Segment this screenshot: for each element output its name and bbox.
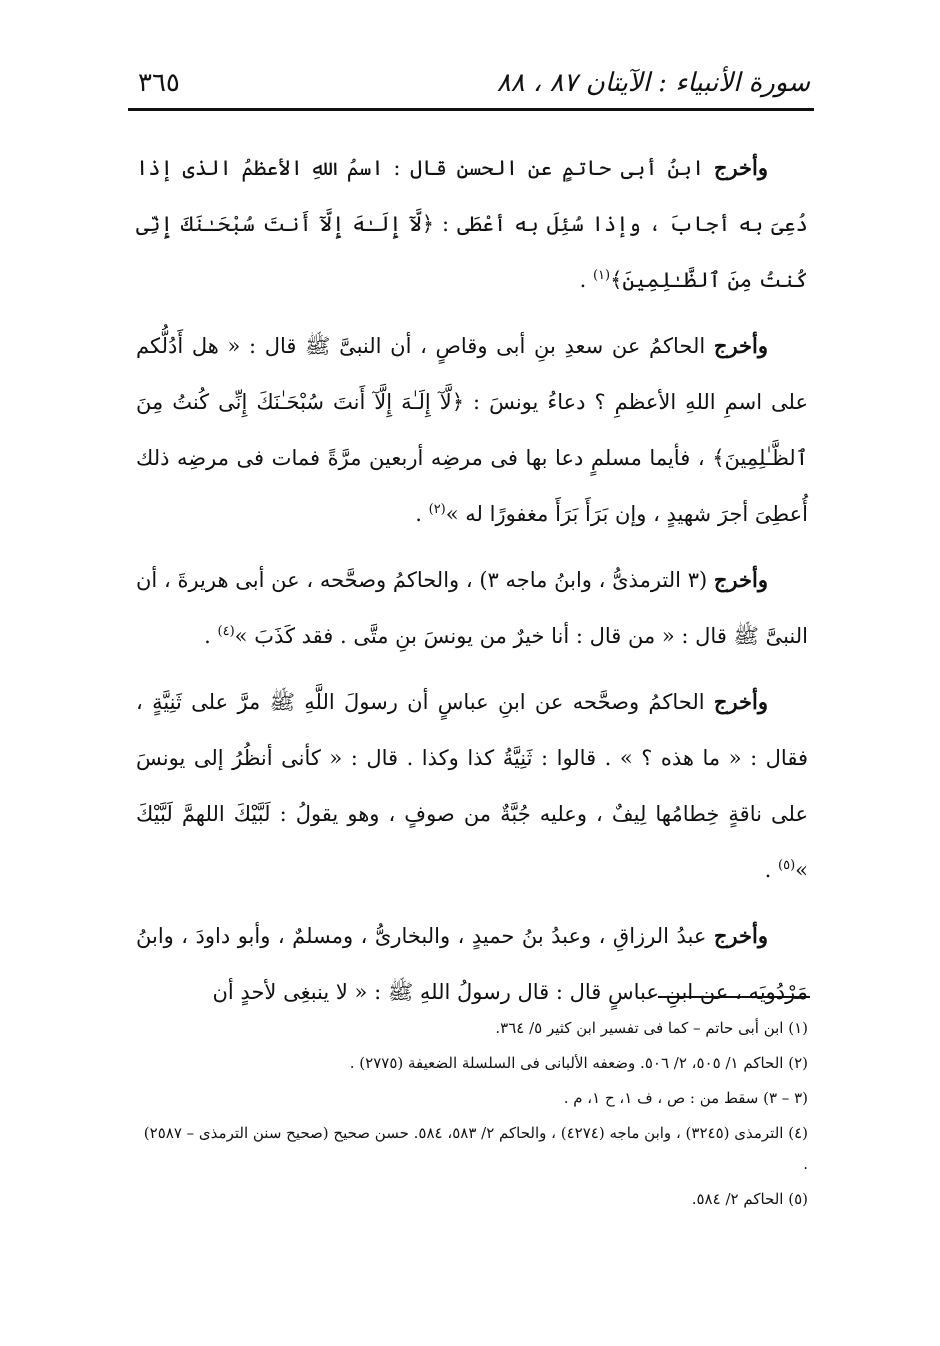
paragraph-lead: وأخرج: [713, 567, 768, 592]
footnote-mark: (٤): [217, 624, 235, 639]
footnote-2: (٢) الحاكم ١/ ٥٠٥، ٢/ ٥٠٦. وضعفه الألبانى فى السلسلة الضعيفة (٢٧٧٥) .: [349, 1054, 808, 1072]
footnote-mark: (١): [592, 268, 611, 283]
paragraph-3: [136, 552, 808, 664]
main-text: [136, 140, 808, 1030]
paragraph-tail: .: [579, 268, 593, 292]
paragraph-text: ابنُ أبى حاتمٍ عن الحسنِ قال : اسمُ اللهِ الأعظمُ الذى إذا دُعِىَ به أجابَ ، وإذا سُئِلَ به أعْطَى : ﴿لَّآ إِلَـٰهَ إِلَّآ أَنتَ سُبْحَـٰنَكَ إِنِّى كُنتُ مِنَ ٱلظَّـٰلِمِينَ﴾: [136, 156, 808, 292]
paragraph-lead: وأخرج: [713, 155, 768, 180]
paragraph-5: [136, 908, 808, 1020]
footnote-mark: (٥): [778, 858, 796, 873]
paragraph-lead: وأخرج: [713, 923, 768, 948]
footnote-rule: [658, 996, 810, 998]
paragraph-2: [136, 318, 808, 542]
footnotes: [136, 1013, 808, 1219]
paragraph-tail: .: [764, 858, 778, 882]
footnote-mark: (٢): [428, 502, 446, 517]
paragraph-text: (٣ الترمذىُّ ، وابنُ ماجه ٣) ، والحاكمُ وصحَّحه ، عن أبى هريرةَ ، أن النبىَّ ﷺ قال : « من قال : أنا خيرٌ من يونسَ بنِ متَّى . فقد كَذَبَ »: [136, 568, 808, 648]
page-number: ٣٦٥: [138, 68, 180, 98]
paragraph-lead: وأخرج: [713, 689, 768, 714]
paragraph-text: الحاكمُ عن سعدِ بنِ أبى وقاصٍ ، أن النبىَّ ﷺ قال : « هل أَدُلُّكم على اسمِ اللهِ الأعظمِ ؟ دعاءُ يونسَ : ﴿لَّآ إِلَـٰهَ إِلَّآ أَنتَ سُبْحَـٰنَكَ إِنِّى كُنتُ مِنَ ٱلظَّـٰلِمِينَ﴾ ، فأيما مسلمٍ دعا بها فى مرضِه أربعين مرَّةً فمات فى مرضِه ذلك أُعطِىَ أجرَ شهيدٍ ، وإن بَرَأَ بَرَأَ مغفورًا له »: [136, 334, 808, 526]
footnote-1: (١) ابن أبى حاتم – كما فى تفسير ابن كثير ٥/ ٣٦٤.: [495, 1019, 808, 1037]
paragraph-lead: وأخرج: [713, 333, 768, 358]
paragraph-text: الحاكمُ وصحَّحه عن ابنِ عباسٍ أن رسولَ اللَّهِ ﷺ مرَّ على ثَنِيَّةٍ ، فقال : « ما هذه ؟ » . قالوا : ثَنِيَّةُ كذا وكذا . قال : « كأنى أنظُرُ إلى يونسَ على ناقةٍ خِطامُها لِيفٌ ، وعليه جُبَّةٌ من صوفٍ ، وهو يقولُ : لَبَّيْكَ اللهمَّ لَبَّيْكَ »: [136, 690, 808, 882]
footnote-3: (٣ – ٣) سقط من : ص ، ف ١، ح ١، م .: [563, 1089, 808, 1107]
page-header: [138, 58, 810, 98]
paragraph-4: [136, 674, 808, 898]
header-rule: [128, 108, 814, 111]
paragraph-text: عبدُ الرزاقِ ، وعبدُ بنُ حميدٍ ، والبخارىُّ ، ومسلمٌ ، وأبو داودَ ، وابنُ مَرْدُويَه ، عن ابنِ عباسٍ قال : قال رسولُ اللهِ ﷺ : « لا ينبغِى لأحدٍ أن: [136, 924, 808, 1004]
footnote-5: (٥) الحاكم ٢/ ٥٨٤.: [691, 1190, 808, 1208]
paragraph-tail: .: [415, 502, 429, 526]
paragraph-tail: .: [204, 624, 218, 648]
running-title: سورة الأنبياء : الآيتان ٨٧ ، ٨٨: [496, 68, 810, 98]
footnote-4: (٤) الترمذى (٣٢٤٥) ، وابن ماجه (٤٢٧٤) ، والحاكم ٢/ ٥٨٣، ٥٨٤. حسن صحيح (صحيح سنن الترمذى – ٢٥٨٧) .: [143, 1124, 808, 1173]
paragraph-1: [136, 140, 808, 308]
